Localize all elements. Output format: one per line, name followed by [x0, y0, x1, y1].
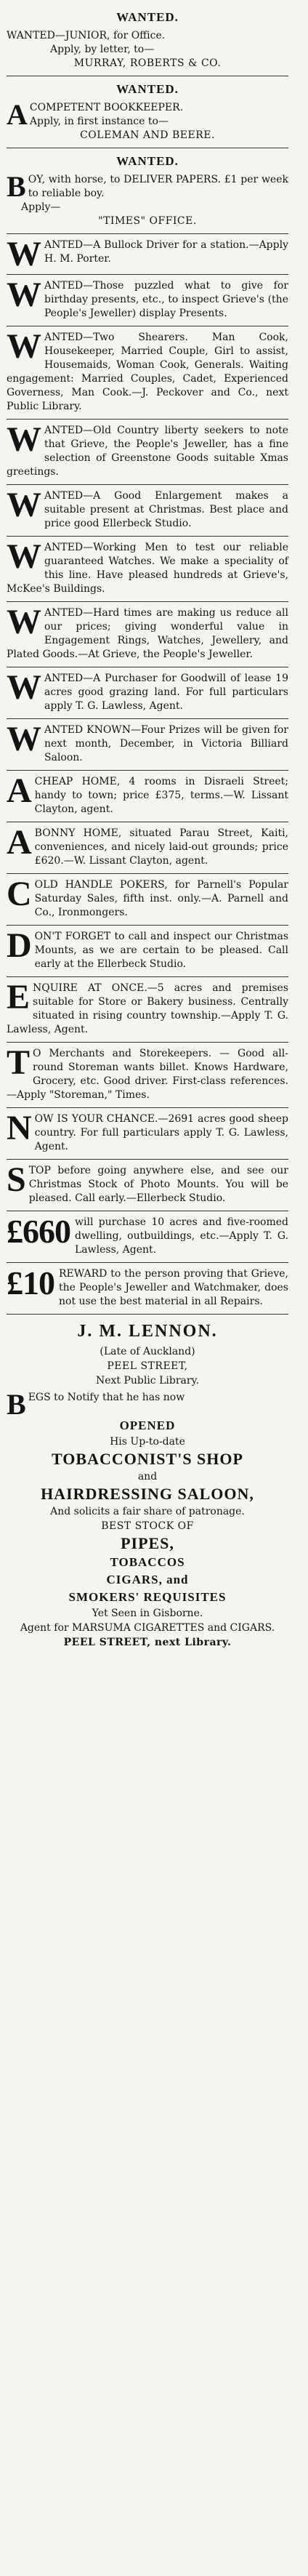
ad-text: REWARD to the person proving that Grieve, the People's Jeweller and Watchmaker, does not use the best material in all Repairs.: [59, 1268, 288, 1307]
ad-text: Agent for MARSUMA CIGARETTES and CIGARS.: [20, 1622, 275, 1634]
ad-advertiser: COLEMAN AND BEERE.: [80, 129, 215, 141]
ad-text: and: [137, 1471, 158, 1482]
ad-text: TOBACCONIST'S SHOP: [52, 1450, 243, 1468]
ad-text: TOBACCOS: [110, 1555, 185, 1569]
ad-boy-wanted: [7, 148, 288, 234]
ad-cheap-home: [7, 771, 288, 822]
drop-cap: B: [7, 170, 26, 203]
ad-text: NQUIRE AT ONCE.—5 acres and premises suitable for Store or Bakery business. Centrally situated in rising country township.—Apply T. G. Lawless, Agent.: [7, 982, 288, 1035]
drop-cap: W: [7, 720, 41, 758]
ad-text: And solicits a fair share of patronage.: [50, 1506, 245, 1517]
reward-amount: £10: [7, 1264, 54, 1301]
drop-cap: N: [7, 1109, 32, 1147]
ad-junior-wanted: [7, 4, 288, 76]
drop-cap: S: [7, 1160, 26, 1199]
ad-text: HAIRDRESSING SALOON,: [41, 1485, 254, 1503]
ad-enlargement: [7, 485, 288, 537]
price-amount: £660: [7, 1213, 70, 1250]
ad-text: ANTED—Old Country liberty seekers to note that Grieve, the People's Jeweller, has a fine selection of Greenstone Goods suitable Xmas greetings.: [7, 425, 288, 478]
ad-text: Yet Seen in Gisborne.: [92, 1608, 203, 1619]
ad-hard-times: [7, 602, 288, 667]
ad-text: ANTED—Working Men to test our reliable guaranteed Watches. We make a speciality of this line. Have pleased hundreds at Grieve's, McKee's Buildings.: [7, 542, 288, 595]
ad-text: Apply, by letter, to—: [50, 44, 155, 55]
drop-cap: W: [7, 420, 41, 459]
ad-bullock-driver: [7, 234, 288, 275]
ad-text: OY, with horse, to DELIVER PAPERS. £1 per week to reliable boy.: [28, 174, 288, 199]
ad-greenstone: [7, 420, 288, 485]
ad-text: ANTED—A Bullock Driver for a station.—Apply H. M. Porter.: [44, 239, 288, 265]
ad-watches: [7, 537, 288, 602]
ad-text: PIPES,: [121, 1534, 174, 1552]
ad-grazing-lease: [7, 667, 288, 719]
drop-cap: B: [7, 1388, 26, 1421]
ad-text: BONNY HOME, situated Parau Street, Kaiti, conveniences, and nicely laid-out grounds; price £620.—W. Lissant Clayton, agent.: [34, 827, 288, 867]
ad-text: His Up-to-date: [110, 1436, 185, 1448]
ad-text: Next Public Library.: [95, 1375, 200, 1387]
ad-now-is-your-chance: [7, 1108, 288, 1160]
ad-text: WANTED—JUNIOR, for Office.: [7, 30, 166, 41]
drop-cap: T: [7, 1043, 31, 1082]
ad-text: OPENED: [119, 1419, 176, 1432]
ad-advertiser: MURRAY, ROBERTS & CO.: [73, 57, 222, 69]
ad-text: OLD HANDLE POKERS, for Parnell's Popular Saturday Sales, fifth inst. only.—A. Parnell and Co., Ironmongers.: [34, 879, 288, 918]
ad-pokers: [7, 874, 288, 926]
ad-heading: WANTED.: [116, 154, 179, 168]
ad-text: will purchase 10 acres and five-roomed dwelling, outbuildings, etc.—Apply T. G. Lawless, Agent.: [75, 1216, 288, 1256]
ad-billiard-prizes: [7, 719, 288, 771]
drop-cap: E: [7, 978, 31, 1016]
ad-heading: WANTED.: [116, 10, 179, 24]
ad-text: TOP before going anywhere else, and see our Christmas Stock of Photo Mounts. You will be pleased. Call early.—Ellerbeck Studio.: [28, 1165, 288, 1204]
ad-bookkeeper-wanted: [7, 76, 288, 148]
ad-10-reward: [7, 1263, 288, 1315]
ad-text: CHEAP HOME, 4 rooms in Disraeli Street; handy to town; price £375, terms.—W. Lissant Clayton, agent.: [34, 776, 288, 815]
ad-text: OW IS YOUR CHANCE.—2691 acres good sheep country. For full particulars apply T. G. Lawless, Agent.: [34, 1113, 288, 1152]
ad-text: CIGARS, and: [106, 1573, 189, 1586]
drop-cap: D: [7, 926, 32, 965]
ad-text: (Late of Auckland): [100, 1346, 195, 1357]
drop-cap: W: [7, 537, 41, 576]
ad-photo-mounts: [7, 1160, 288, 1211]
ad-text: Apply—: [21, 201, 61, 213]
ad-christmas-mounts: [7, 926, 288, 977]
drop-cap: A: [7, 98, 28, 131]
ad-storeman: [7, 1043, 288, 1108]
ad-text: BEST STOCK OF: [101, 1520, 194, 1532]
ad-text: O Merchants and Storekeepers. — Good all-round Storeman wants billet. Knows Hardware, Grocery, etc. Good driver. First-class references.—Apply "Storeman," Times.: [7, 1048, 288, 1101]
ad-text: ANTED—A Purchaser for Goodwill of lease 19 acres good grazing land. For full particulars apply T. G. Lawless, Agent.: [44, 673, 288, 712]
ad-text: PEEL STREET, next Library.: [63, 1637, 232, 1648]
drop-cap: W: [7, 327, 41, 366]
advertiser-name: J. M. LENNON.: [77, 1322, 218, 1341]
ad-text: COMPETENT BOOKKEEPER.: [29, 102, 184, 113]
ad-lennon-tobacconist: [7, 1315, 288, 1655]
ad-text: Apply, in first instance to—: [29, 116, 169, 127]
ad-text: ANTED—Those puzzled what to give for birthday presents, etc., to inspect Grieve's (the People's Jeweller) display Presents.: [44, 280, 288, 319]
ad-heading: WANTED.: [116, 82, 179, 96]
drop-cap: C: [7, 875, 32, 913]
drop-cap: W: [7, 486, 41, 524]
ad-text: ON'T FORGET to call and inspect our Christmas Mounts, as we are certain to be pleased. Call early at the Ellerbeck Studio.: [34, 931, 288, 970]
drop-cap: W: [7, 668, 41, 707]
ad-advertiser: "TIMES" OFFICE.: [98, 215, 197, 227]
ad-text: ANTED—A Good Enlargement makes a suitable present at Christmas. Best place and price good Ellerbeck Studio.: [44, 490, 288, 529]
ad-660-purchase: [7, 1211, 288, 1263]
ad-text: ANTED—Hard times are making us reduce all our prices; giving wonderful value in Engagement Rings, Watches, Jewellery, and Plated Goods.—At Grieve, the People's Jeweller.: [7, 607, 288, 660]
ad-bonny-home: [7, 822, 288, 874]
drop-cap: A: [7, 771, 32, 810]
ad-text: ANTED KNOWN—Four Prizes will be given for next month, December, in Victoria Billiard Saloon.: [44, 724, 288, 763]
ad-shearers: [7, 326, 288, 420]
drop-cap: A: [7, 823, 32, 862]
ad-text: PEEL STREET,: [107, 1360, 188, 1372]
ad-enquire-at-once: [7, 977, 288, 1043]
drop-cap: W: [7, 276, 41, 314]
ad-birthday-presents: [7, 275, 288, 326]
ad-text: EGS to Notify that he has now: [28, 1392, 185, 1403]
ad-text: ANTED—Two Shearers. Man Cook, Housekeeper, Married Couple, Girl to assist, Housemaids, Woman Cook, Generals. Waiting engagement: Married Couples, Cadet, Experienced Governess, Man Cook.—J. Peckover and Co., next Public Library.: [7, 332, 288, 412]
ad-text: SMOKERS' REQUISITES: [68, 1590, 227, 1604]
drop-cap: W: [7, 235, 41, 273]
drop-cap: W: [7, 603, 41, 641]
